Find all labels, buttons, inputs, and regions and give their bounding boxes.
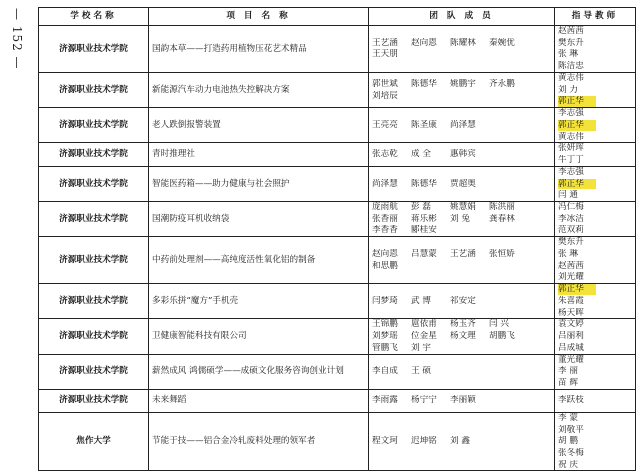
member-name: 李香香 [372, 225, 398, 236]
mentor-name: 范双莉 [558, 225, 584, 236]
member-name: 姚鹏宇 [450, 78, 476, 89]
table-row [39, 166, 636, 201]
members-cell [369, 72, 555, 107]
mentor-name: 祝 庆 [558, 459, 578, 470]
mentor-name: 李 蒙 [558, 412, 578, 423]
mentor-name: 杨天晖 [558, 307, 584, 318]
mentor-name: 赵茜茜 [558, 260, 584, 271]
mentors-cell [555, 166, 636, 201]
mentor-name: 刘光耀 [558, 272, 584, 283]
school-cell: 济源职业技术学院 [39, 72, 149, 107]
award-table [38, 7, 636, 471]
members-cell [369, 166, 555, 201]
member-name: 扈依甫 [411, 319, 437, 330]
school-cell: 济源职业技术学院 [39, 237, 149, 284]
member-name: 张恒娇 [489, 248, 515, 259]
school-cell: 焦作大学 [39, 412, 149, 471]
header-members: 团 队 成 员 [369, 8, 555, 26]
member-name: 武 博 [411, 295, 431, 306]
member-name: 陈耀林 [450, 37, 476, 48]
member-name: 王天朋 [372, 49, 398, 60]
table-row [39, 354, 636, 389]
table-row [39, 202, 636, 237]
member-name: 迟坤铭 [411, 436, 437, 447]
member-name: 尚泽慧 [450, 119, 476, 130]
member-name: 成 全 [411, 149, 431, 160]
mentor-name: 吕成城 [558, 342, 584, 353]
member-name: 管鹏飞 [372, 342, 398, 353]
member-name: 陈圣康 [411, 119, 437, 130]
table-body [39, 26, 636, 471]
mentors-cell [555, 143, 636, 166]
school-cell: 济源职业技术学院 [39, 26, 149, 73]
mentor-name: 董光耀 [558, 354, 584, 365]
members-cell [369, 284, 555, 319]
mentors-cell [555, 412, 636, 471]
mentors-cell [555, 72, 636, 107]
mentor-name: 李冰洁 [558, 213, 584, 224]
members-cell [369, 354, 555, 389]
member-name: 郾桂安 [411, 225, 437, 236]
member-name: 王 硕 [411, 366, 431, 377]
project-cell: 国潮防疫耳机收纳袋 [149, 202, 369, 237]
school-cell: 济源职业技术学院 [39, 202, 149, 237]
member-name: 龚春林 [489, 213, 515, 224]
mentor-name: 郭正华 [558, 284, 596, 295]
member-name: 姚慧娟 [450, 202, 476, 213]
member-name: 王亮亮 [372, 119, 398, 130]
member-name: 闫梦琦 [372, 295, 398, 306]
mentor-name: 张冬梅 [558, 447, 584, 458]
member-name: 惠韩宾 [450, 149, 476, 160]
members-cell [369, 237, 555, 284]
member-name: 程文珂 [372, 436, 398, 447]
mentor-name: 李跃枝 [558, 395, 584, 406]
member-name: 杨宁宁 [411, 395, 437, 406]
school-cell: 济源职业技术学院 [39, 166, 149, 201]
school-cell: 济源职业技术学院 [39, 319, 149, 354]
mentor-name: 袁文婷 [558, 319, 584, 330]
mentor-name: 冯仁梅 [558, 202, 584, 213]
mentor-name: 张 琳 [558, 248, 578, 259]
mentor-name: 张 琳 [558, 49, 578, 60]
mentors-cell [555, 354, 636, 389]
member-name: 彭 磊 [411, 202, 431, 213]
school-cell: 济源职业技术学院 [39, 143, 149, 166]
mentor-name: 张妍珲 [558, 143, 584, 154]
member-name: 刘 兔 [450, 213, 470, 224]
table-row [39, 237, 636, 284]
mentor-name: 刘 力 [558, 84, 578, 95]
table-row [39, 108, 636, 143]
mentor-name: 樊东升 [558, 37, 584, 48]
member-name: 李丽颖 [450, 395, 476, 406]
member-name: 陈德华 [411, 78, 437, 89]
project-cell: 青时推理社 [149, 143, 369, 166]
table-row [39, 26, 636, 73]
table-row [39, 389, 636, 412]
members-cell [369, 26, 555, 73]
mentors-cell [555, 237, 636, 284]
member-name: 王锦鹏 [372, 319, 398, 330]
member-name: 吕慧蒙 [411, 248, 437, 259]
mentor-name: 黄志伟 [558, 131, 584, 142]
member-name: 胡鹏飞 [489, 331, 515, 342]
mentor-name: 李志强 [558, 166, 584, 177]
member-name: 郭世斌 [372, 78, 398, 89]
member-name: 秦婉优 [489, 37, 515, 48]
member-name: 和思鹏 [372, 260, 398, 271]
member-name: 王艺涵 [450, 248, 476, 259]
school-cell: 济源职业技术学院 [39, 108, 149, 143]
member-name: 张香丽 [372, 213, 398, 224]
table-row [39, 143, 636, 166]
member-name: 陈德华 [411, 178, 437, 189]
member-name: 庞雨航 [372, 202, 398, 213]
members-cell [369, 389, 555, 412]
table-row [39, 284, 636, 319]
member-name: 张志乾 [372, 149, 398, 160]
table-row [39, 412, 636, 471]
mentor-name: 郭正华 [558, 120, 596, 131]
member-name: 李自成 [372, 366, 398, 377]
header-row [39, 8, 636, 26]
member-name: 齐永鹏 [489, 78, 515, 89]
member-name: 尚泽慧 [372, 178, 398, 189]
mentor-name: 李 丽 [558, 366, 578, 377]
mentors-cell [555, 26, 636, 73]
project-cell: 新能源汽车动力电池热失控解决方案 [149, 72, 369, 107]
project-cell: 智能医药箱——助力健康与社会照护 [149, 166, 369, 201]
member-name: 赵向恩 [411, 37, 437, 48]
project-cell: 老人跌倒报警装置 [149, 108, 369, 143]
mentor-name: 闫 通 [558, 190, 578, 201]
school-cell: 济源职业技术学院 [39, 284, 149, 319]
members-cell [369, 143, 555, 166]
member-name: 刘 鑫 [450, 436, 470, 447]
member-name: 祁安定 [450, 295, 476, 306]
project-cell: 多彩乐拼“魔方”手机壳 [149, 284, 369, 319]
mentors-cell [555, 284, 636, 319]
mentor-name: 樊东升 [558, 237, 584, 248]
mentor-name: 胡 鹏 [558, 436, 578, 447]
member-name: 闫 兴 [489, 319, 509, 330]
members-cell [369, 319, 555, 354]
members-cell [369, 412, 555, 471]
mentor-name: 李志强 [558, 108, 584, 119]
project-cell: 薪然成风 鸿儒硕学——成硕文化服务咨询创业计划 [149, 354, 369, 389]
member-name: 刘培辰 [372, 90, 398, 101]
header-school: 学校名称 [39, 8, 149, 26]
project-cell: 未来舞蹈 [149, 389, 369, 412]
project-cell: 卫健康智能科技有限公司 [149, 319, 369, 354]
mentors-cell [555, 108, 636, 143]
member-name: 位金星 [411, 331, 437, 342]
header-project: 项 目 名 称 [149, 8, 369, 26]
member-name: 王艺涵 [372, 37, 398, 48]
table-row [39, 72, 636, 107]
mentors-cell [555, 319, 636, 354]
member-name: 赵向恩 [372, 248, 398, 259]
members-cell [369, 108, 555, 143]
mentor-name: 吕丽利 [558, 331, 584, 342]
project-cell: 节能于技——铝合金冷轧废料处理的领军者 [149, 412, 369, 471]
member-name: 杨文理 [450, 331, 476, 342]
mentor-name: 朱喜霞 [558, 295, 584, 306]
member-name: 陈洪丽 [489, 202, 515, 213]
mentor-name: 黄志伟 [558, 72, 584, 83]
project-cell: 中药前处理剂——高纯度活性氧化铝的制备 [149, 237, 369, 284]
school-cell: 济源职业技术学院 [39, 389, 149, 412]
mentor-name: 苗 辉 [558, 378, 578, 389]
mentor-name: 郭正华 [558, 96, 596, 107]
member-name: 贾超奥 [450, 178, 476, 189]
member-name: 刘梦瑶 [372, 331, 398, 342]
mentors-cell [555, 202, 636, 237]
member-name: 刘 宇 [411, 342, 431, 353]
mentor-name: 陈洁忠 [558, 61, 584, 72]
member-name: 杨玉齐 [450, 319, 476, 330]
header-mentors: 指导教师 [555, 8, 636, 26]
mentor-name: 刘敬平 [558, 424, 584, 435]
member-name: 蒋乐彬 [411, 213, 437, 224]
mentors-cell [555, 389, 636, 412]
members-cell [369, 202, 555, 237]
mentor-name: 赵茜茜 [558, 26, 584, 36]
mentor-name: 郭正华 [558, 179, 596, 190]
mentor-name: 牛丁丁 [558, 155, 584, 166]
page-number: — 152 — [10, 8, 24, 70]
member-name: 李雨露 [372, 395, 398, 406]
school-cell: 济源职业技术学院 [39, 354, 149, 389]
project-cell: 国韵本草——打造药用植物压花艺术精品 [149, 26, 369, 73]
table-row [39, 319, 636, 354]
